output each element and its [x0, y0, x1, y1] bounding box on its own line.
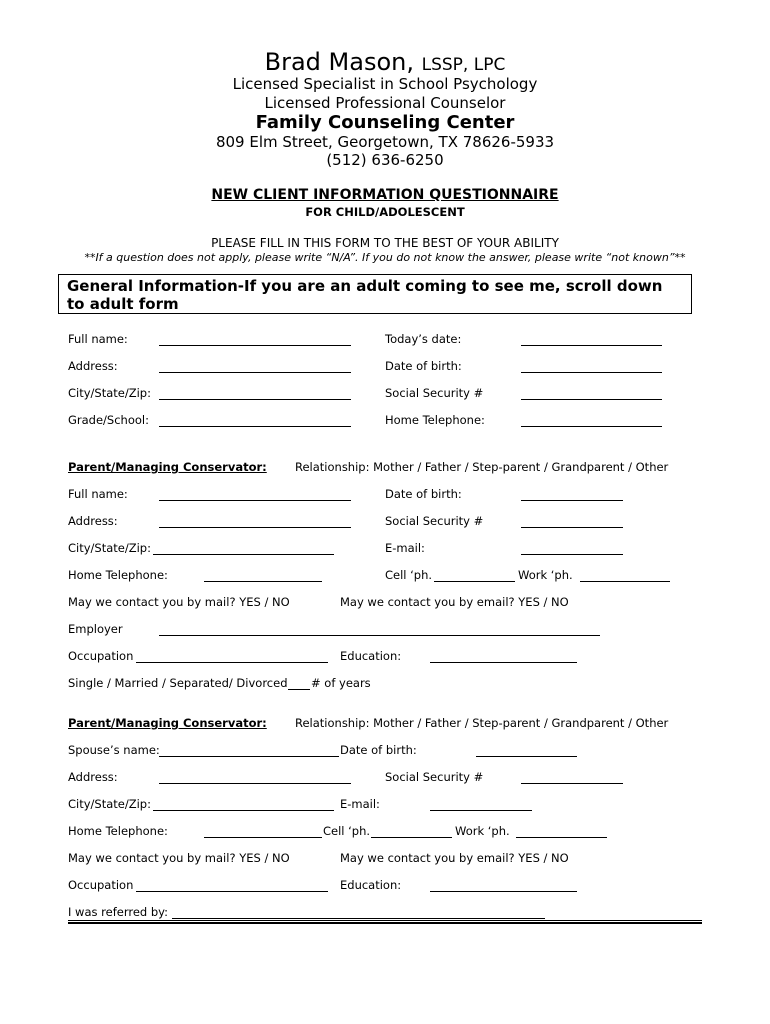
title-lpc: Licensed Professional Counselor [264, 94, 506, 112]
parent2-ssn-field[interactable] [521, 783, 623, 784]
parent2-spouse-name-label: Spouse’s name: [68, 743, 160, 757]
parent2-home-tel-field[interactable] [204, 837, 322, 838]
client-grade-label: Grade/School: [68, 413, 149, 427]
parent1-city-label: City/State/Zip: [68, 541, 151, 555]
form-note: **If a question does not apply, please write “N/A”. If you do not know the answer, please write “not known”** [84, 251, 686, 264]
client-dob-field[interactable] [521, 372, 662, 373]
parent1-work-label: Work ‘ph. [518, 568, 573, 582]
parent2-address-label: Address: [68, 770, 118, 784]
parent2-spouse-name-field[interactable] [159, 756, 339, 757]
form-title: NEW CLIENT INFORMATION QUESTIONNAIRE [211, 187, 559, 203]
parent2-address-field[interactable] [159, 783, 351, 784]
client-ssn-label: Social Security # [385, 386, 484, 400]
practitioner-name [0, 48, 770, 76]
parent2-occupation-label: Occupation [68, 878, 134, 892]
client-ssn-field[interactable] [521, 399, 662, 400]
parent2-email-field[interactable] [430, 810, 532, 811]
parent2-city-field[interactable] [153, 810, 334, 811]
referral-field[interactable] [172, 918, 545, 919]
todays-date-field[interactable] [521, 345, 662, 346]
form-subtitle: FOR CHILD/ADOLESCENT [305, 205, 465, 219]
client-home-tel-field[interactable] [521, 426, 662, 427]
parent2-relationship: Relationship: Mother / Father / Step-parent / Grandparent / Other [295, 716, 669, 730]
parent1-heading: Parent/Managing Conservator: [68, 460, 267, 474]
parent2-heading: Parent/Managing Conservator: [68, 716, 267, 730]
client-city-label: City/State/Zip: [68, 386, 151, 400]
parent1-marital-label[interactable]: Single / Married / Separated/ Divorced [68, 676, 288, 690]
parent2-education-field[interactable] [430, 891, 577, 892]
parent1-contact-mail[interactable]: May we contact you by mail? YES / NO [68, 595, 290, 609]
parent2-work-field[interactable] [516, 837, 607, 838]
credentials-text: LSSP, LPC [421, 55, 506, 75]
client-address-label: Address: [68, 359, 118, 373]
center-phone: (512) 636-6250 [326, 151, 444, 169]
parent2-contact-mail[interactable]: May we contact you by mail? YES / NO [68, 851, 290, 865]
parent2-ssn-label: Social Security # [385, 770, 484, 784]
parent2-dob-field[interactable] [476, 756, 577, 757]
form-instruction: PLEASE FILL IN THIS FORM TO THE BEST OF YOUR ABILITY [211, 236, 559, 250]
section-divider-bottom [68, 922, 702, 924]
client-city-field[interactable] [159, 399, 351, 400]
parent1-employer-label: Employer [68, 622, 123, 636]
parent1-address-label: Address: [68, 514, 118, 528]
parent1-cell-label: Cell ‘ph. [385, 568, 433, 582]
general-section-heading: General Information-If you are an adult coming to see me, scroll down to adult form [58, 274, 692, 314]
parent1-work-field[interactable] [580, 581, 670, 582]
client-dob-label: Date of birth: [385, 359, 462, 373]
parent1-years-label: # of years [311, 676, 371, 690]
parent2-work-label: Work ‘ph. [455, 824, 510, 838]
parent2-dob-label: Date of birth: [340, 743, 417, 757]
parent1-email-label: E-mail: [385, 541, 425, 555]
parent2-home-tel-label: Home Telephone: [68, 824, 168, 838]
parent2-cell-label: Cell ‘ph. [323, 824, 371, 838]
todays-date-label: Today’s date: [385, 332, 462, 346]
center-address: 809 Elm Street, Georgetown, TX 78626-5933 [215, 133, 555, 151]
client-grade-field[interactable] [159, 426, 351, 427]
client-full-name-field[interactable] [159, 345, 351, 346]
parent1-home-tel-label: Home Telephone: [68, 568, 168, 582]
section-divider-top [68, 920, 702, 921]
parent1-occupation-label: Occupation [68, 649, 134, 663]
parent2-occupation-field[interactable] [136, 891, 328, 892]
parent1-years-field[interactable] [288, 689, 310, 690]
parent1-ssn-field[interactable] [521, 527, 623, 528]
parent1-full-name-field[interactable] [159, 500, 351, 501]
parent2-email-label: E-mail: [340, 797, 380, 811]
center-name: Family Counseling Center [255, 112, 515, 133]
parent1-cell-field[interactable] [434, 581, 515, 582]
parent1-email-field[interactable] [521, 554, 623, 555]
parent1-city-field[interactable] [153, 554, 334, 555]
parent1-employer-field[interactable] [159, 635, 600, 636]
parent1-dob-field[interactable] [521, 500, 623, 501]
parent2-cell-field[interactable] [371, 837, 452, 838]
parent1-education-field[interactable] [430, 662, 577, 663]
parent1-contact-email[interactable]: May we contact you by email? YES / NO [340, 595, 569, 609]
parent1-education-label: Education: [340, 649, 402, 663]
client-address-field[interactable] [159, 372, 351, 373]
parent1-relationship: Relationship: Mother / Father / Step-parent / Grandparent / Other [295, 460, 669, 474]
parent1-dob-label: Date of birth: [385, 487, 462, 501]
client-full-name-label: Full name: [68, 332, 128, 346]
parent1-occupation-field[interactable] [136, 662, 328, 663]
parent2-contact-email[interactable]: May we contact you by email? YES / NO [340, 851, 569, 865]
parent1-ssn-label: Social Security # [385, 514, 484, 528]
parent2-education-label: Education: [340, 878, 402, 892]
parent1-address-field[interactable] [159, 527, 351, 528]
parent1-home-tel-field[interactable] [204, 581, 322, 582]
referral-label: I was referred by: [68, 905, 168, 919]
name-text: Brad Mason, [264, 48, 414, 76]
title-lssp: Licensed Specialist in School Psychology [232, 75, 538, 93]
client-home-tel-label: Home Telephone: [385, 413, 485, 427]
parent2-city-label: City/State/Zip: [68, 797, 151, 811]
parent1-full-name-label: Full name: [68, 487, 128, 501]
